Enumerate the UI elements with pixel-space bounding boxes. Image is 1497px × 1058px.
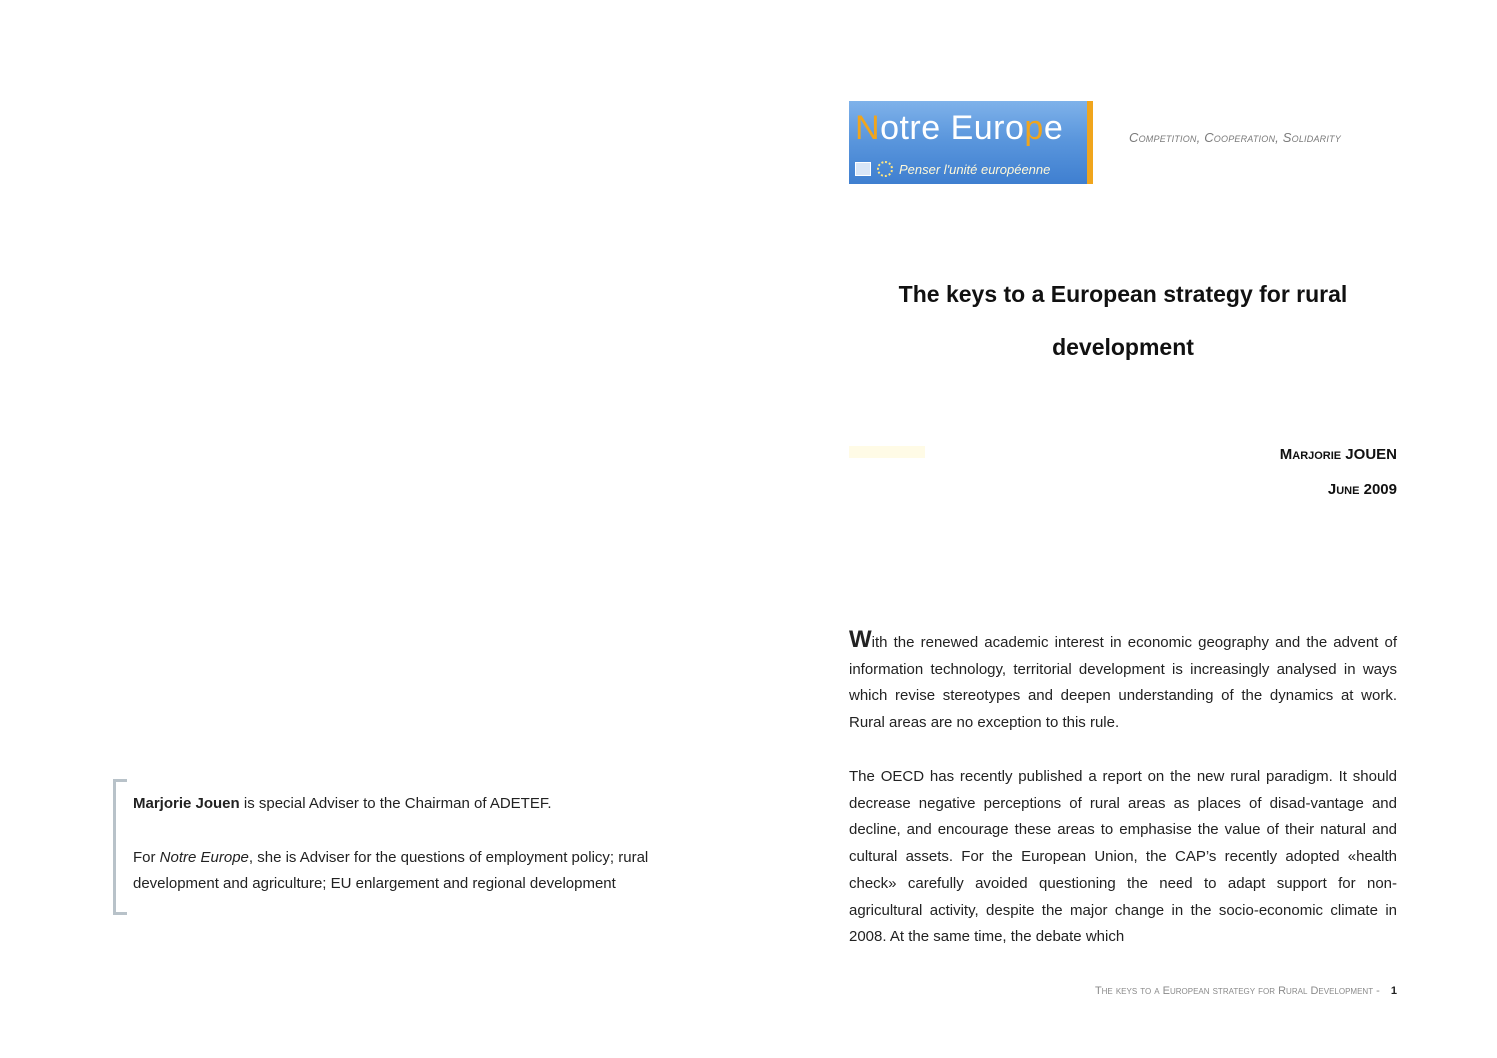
bio-line-2: For Notre Europe, she is Adviser for the questions of employment policy; rural development and agriculture; EU enlargement and regional development [133, 849, 649, 892]
page-number: 1 [1390, 985, 1397, 997]
bio-name: Marjorie Jouen [133, 795, 240, 812]
drop-cap: W [849, 626, 872, 653]
paragraph-2: The OECD has recently published a report on the new rural paradigm. It should decrease negative perceptions of rural areas as places of disad-vantage and decline, and encourage these areas to emphasise the value of their natural and cultural assets. For the European Union, the CAP’s recently adopted «health check» carefully avoided questioning the need to adapt support for non-agricultural activity, despite the major change in the socio-economic climate in 2008. At the same time, the debate which [849, 768, 1397, 946]
author: Marjorie JOUEN [1279, 446, 1397, 463]
bio-line-1: Marjorie Jouen is special Adviser to the Chairman of ADETEF. [133, 795, 552, 812]
document-title: The keys to a European strategy for rural development [898, 281, 1348, 360]
logo-subtitle [855, 159, 1050, 179]
running-title: The keys to a European strategy for Rural Development - [1094, 985, 1380, 997]
logo-title: Notre Europe [855, 109, 1064, 147]
eu-stars-icon [877, 161, 893, 177]
page-footer [1095, 985, 1397, 997]
publication-date: June 2009 [1327, 481, 1397, 498]
tagline: Competition, Cooperation, Solidarity [1129, 130, 1341, 145]
flag-icon [855, 162, 871, 176]
paragraph-1: With the renewed academic interest in economic geography and the advent of information technology, territorial development is increasingly analysed in ways which revise stereotypes and deepen understanding of the dynamics at work. Rural areas are no exception to this rule. [849, 626, 1397, 732]
bio-org: Notre Europe [159, 849, 249, 866]
logo-subtitle-text: Penser l'unité européenne [899, 161, 1051, 177]
bio-bracket [113, 779, 127, 915]
notre-europe-logo [849, 101, 1093, 184]
